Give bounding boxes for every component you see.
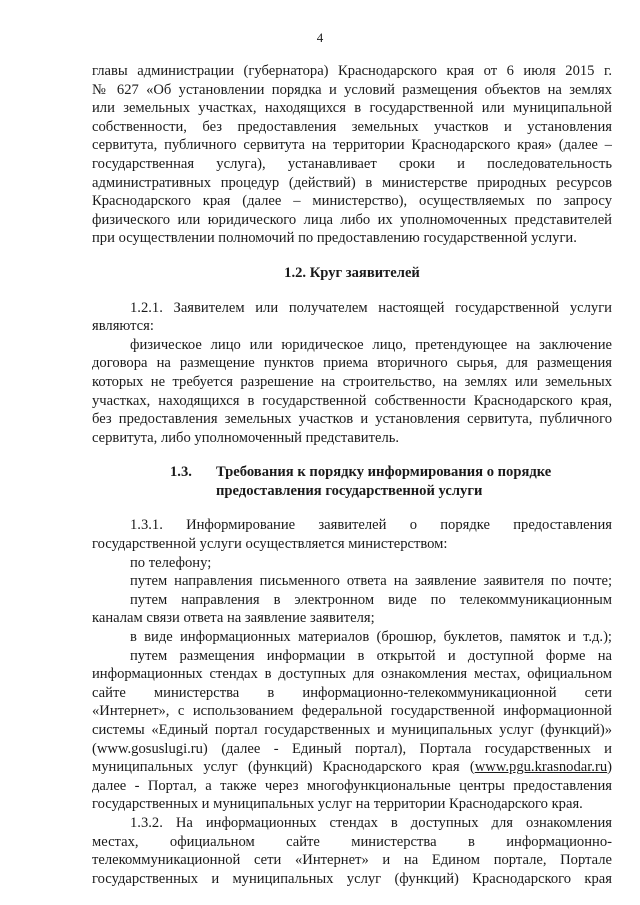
section-heading-1-2: 1.2. Круг заявителей: [284, 264, 420, 281]
text-line: местах, официальном сайте министерства в информационно-: [92, 833, 612, 850]
document-body: [92, 62, 612, 888]
text-line: каналам связи ответа на заявление заявителя;: [92, 610, 375, 627]
text-line: административных процедур (действий) в министерстве природных ресурсов: [92, 174, 612, 191]
page-number: 4: [316, 30, 324, 45]
portal-link[interactable]: www.pgu.krasnodar.ru: [474, 759, 608, 776]
text-line: [92, 758, 612, 777]
text-line: сайте министерства в информационно-телекоммуникационной сети: [92, 684, 612, 701]
text-line: информационных стендах в доступных для ознакомления местах, официальном: [92, 666, 612, 683]
text-line: 1.3.2. На информационных стендах в доступных для ознакомления: [130, 814, 612, 831]
text-fragment: ): [607, 759, 612, 776]
text-line: собственности, без предоставления земельных участков и установления: [92, 118, 612, 135]
text-line: № 627 «Об установлении порядка и условий размещения объектов на землях: [92, 81, 612, 98]
text-line: главы администрации (губернатора) Краснодарского края от 6 июля 2015 г.: [92, 63, 612, 79]
text-line: которых не требуется разрешение на строительство, на землях или земельных: [92, 373, 612, 390]
list-item: путем направления письменного ответа на заявление заявителя по почте;: [130, 573, 612, 590]
section-heading-number: 1.3.: [170, 464, 192, 481]
section-heading-line: предоставления государственной услуги: [216, 482, 483, 499]
text-line: при осуществлении полномочий по предоставлению государственной услуги.: [92, 230, 577, 247]
text-line: физического или юридического лица либо их уполномоченных представителей: [92, 211, 612, 228]
list-item: по телефону;: [130, 554, 212, 571]
text-line: государственная услуга), устанавливает сроки и последовательность: [92, 155, 612, 172]
section-heading-line: Требования к порядку информирования о порядке: [216, 464, 552, 481]
text-line: государственной услуги осуществляется министерством:: [92, 536, 448, 553]
text-line: 1.3.1. Информирование заявителей о порядке предоставления: [130, 517, 612, 534]
text-line: или земельных участках, находящихся в государственной или муниципальной: [92, 100, 612, 117]
section-heading-1-3: [92, 463, 612, 500]
text-line: (www.gosuslugi.ru) (далее - Единый портал), Портала государственных и: [92, 740, 612, 757]
text-line: сервитута, либо уполномоченный представитель.: [92, 429, 400, 446]
text-fragment: муниципальных услуг (функций) Краснодарского края (: [92, 759, 475, 776]
text-line: договора на размещение пунктов приема вторичного сырья, для размещения: [92, 355, 612, 372]
list-item: путем размещения информации в открытой и доступной форме на: [130, 647, 612, 664]
text-line: государственных и муниципальных услуг на территории Краснодарского края.: [92, 796, 583, 813]
paragraph-1-3-1: [92, 516, 612, 814]
list-item: в виде информационных материалов (брошюр, буклетов, памяток и т.д.);: [130, 629, 612, 646]
text-line: физическое лицо или юридическое лицо, претендующее на заключение: [130, 336, 612, 353]
text-line: «Интернет», с использованием федеральной государственной информационной: [92, 703, 612, 720]
text-line: участках, находящихся в государственной собственности Краснодарского края,: [92, 392, 612, 409]
paragraph-intro: [92, 62, 612, 248]
text-line: Краснодарского края (далее – министерство), осуществляемых по запросу: [92, 193, 612, 210]
paragraph-1-3-2: [92, 814, 612, 888]
text-line: 1.2.1. Заявителем или получателем настоящей государственной услуги: [130, 299, 612, 316]
text-line: сервитута, публичного сервитута на территории Краснодарского края» (далее –: [92, 137, 612, 154]
text-line: системы «Единый портал государственных и муниципальных услуг (функций)»: [92, 722, 612, 738]
text-line: без предоставления земельных участков и установления сервитута, публичного: [92, 411, 612, 428]
list-item: путем направления в электронном виде по телекоммуникационным: [130, 591, 612, 608]
text-line: далее - Портал, а также через многофункциональные центры предоставления: [92, 777, 612, 794]
text-line: государственных и муниципальных услуг (функций) Краснодарского края: [92, 870, 612, 887]
text-line: являются:: [92, 318, 154, 335]
text-line: телекоммуникационной сети «Интернет» и на Едином портале, Портале: [92, 852, 612, 869]
paragraph-1-2-1: [92, 299, 612, 448]
